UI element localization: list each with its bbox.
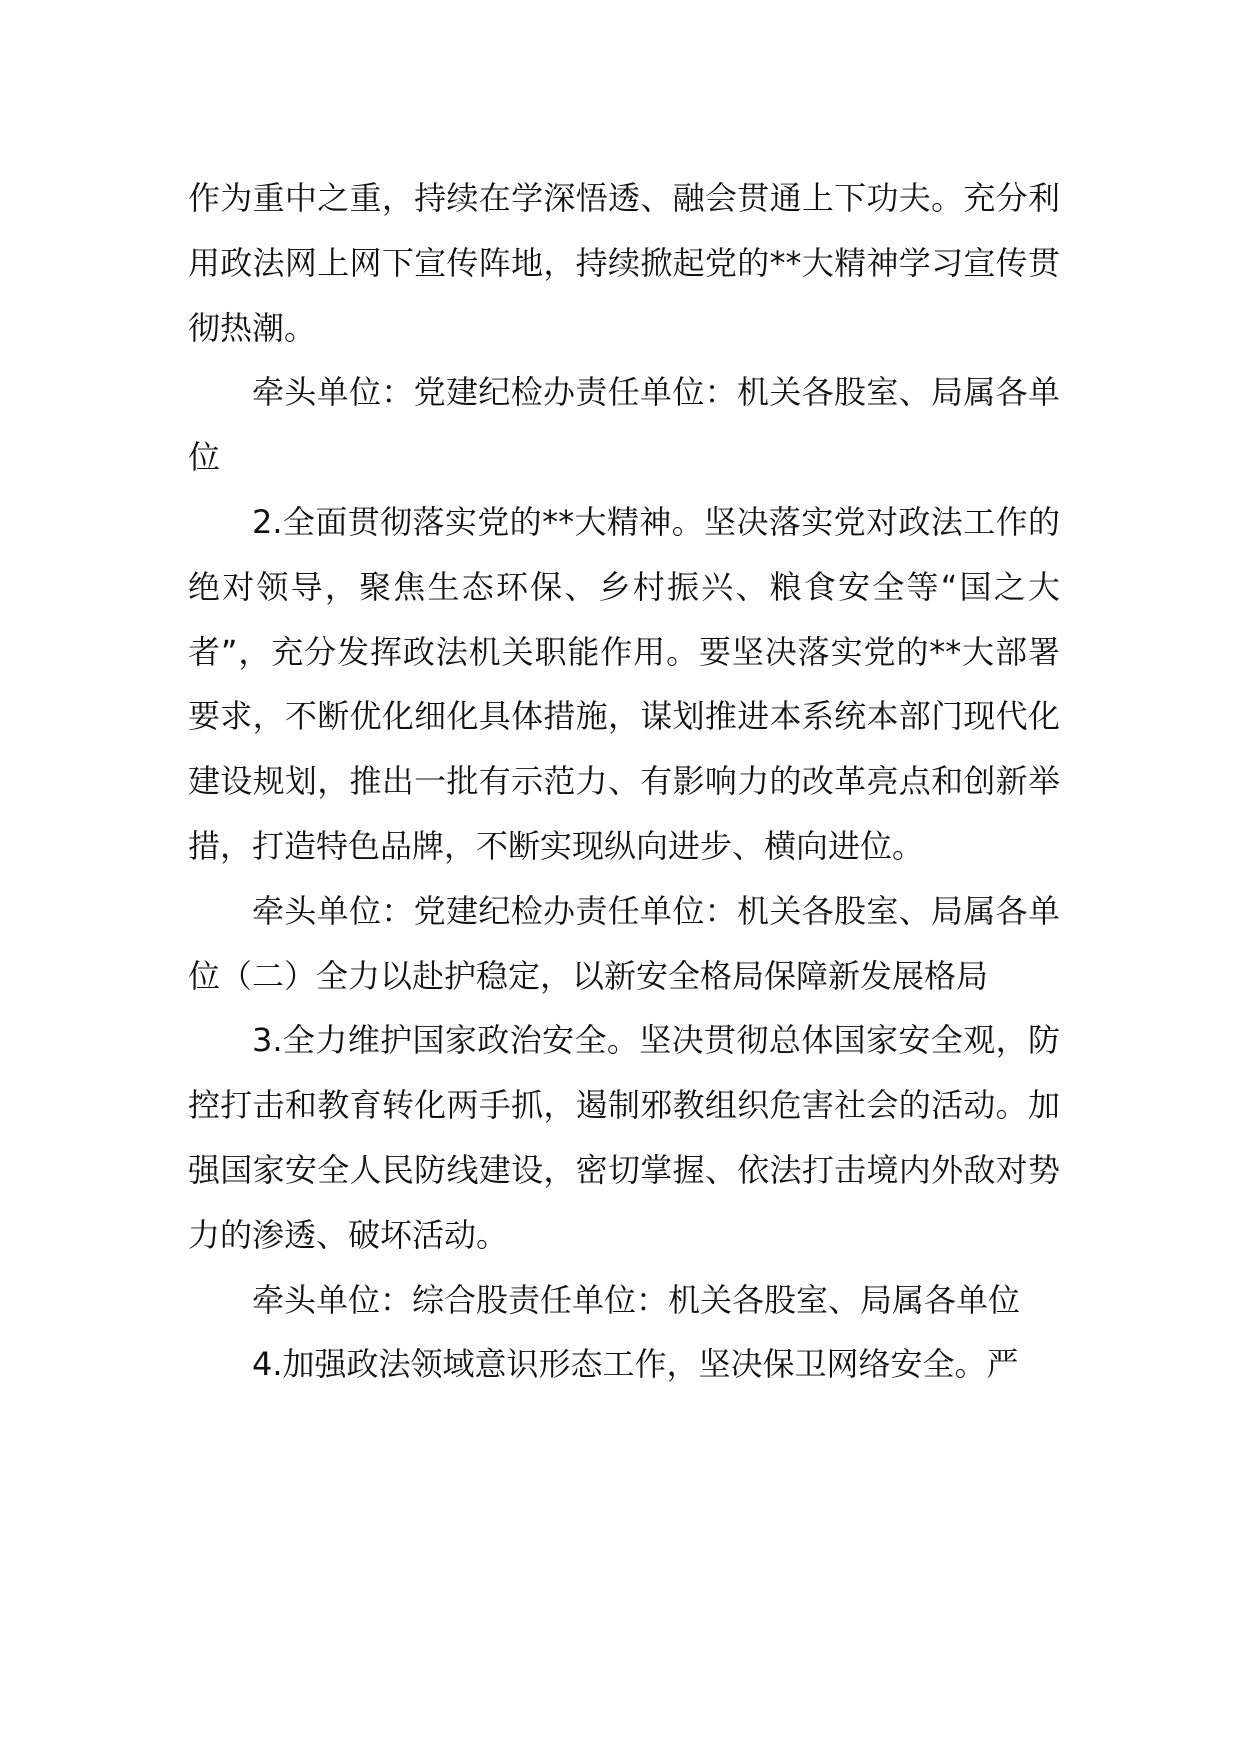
paragraph-continuation: 作为重中之重，持续在学深悟透、融会贯通上下功夫。充分利用政法网上网下宣传阵地，持续掀起党的**大精神学习宣传贯彻热潮。: [188, 179, 1060, 347]
paragraph-item-2: 2.全面贯彻落实党的**大精神。坚决落实党对政法工作的绝对领导，聚焦生态环保、乡村振兴、粮食安全等“国之大者”，充分发挥政法机关职能作用。要坚决落实党的**大部署要求，不断优化细化具体措施，谋划推进本系统本部门现代化建设规划，推出一批有示范力、有影响力的改革亮点和创新举措，打造特色品牌，不断实现纵向进步、横向进位。: [188, 502, 1060, 865]
paragraph-lead-units-2: 牵头单位：党建纪检办责任单位：机关各股室、局属各单位（二）全力以赴护稳定，以新安全格局保障新发展格局: [188, 891, 1060, 995]
paragraph-item-4: 4.加强政法领域意识形态工作，坚决保卫网络安全。严: [252, 1345, 1019, 1384]
paragraph-item-3: 3.全力维护国家政治安全。坚决贯彻总体国家安全观，防控打击和教育转化两手抓，遏制邪教组织危害社会的活动。加强国家安全人民防线建设，密切掌握、依法打击境内外敌对势力的渗透、破坏活动。: [188, 1021, 1060, 1254]
paragraph-lead-units-1: 牵头单位：党建纪检办责任单位：机关各股室、局属各单位: [188, 373, 1060, 477]
document-body: [188, 166, 1060, 1397]
paragraph-lead-units-3: 牵头单位：综合股责任单位：机关各股室、局属各单位: [252, 1280, 1021, 1319]
